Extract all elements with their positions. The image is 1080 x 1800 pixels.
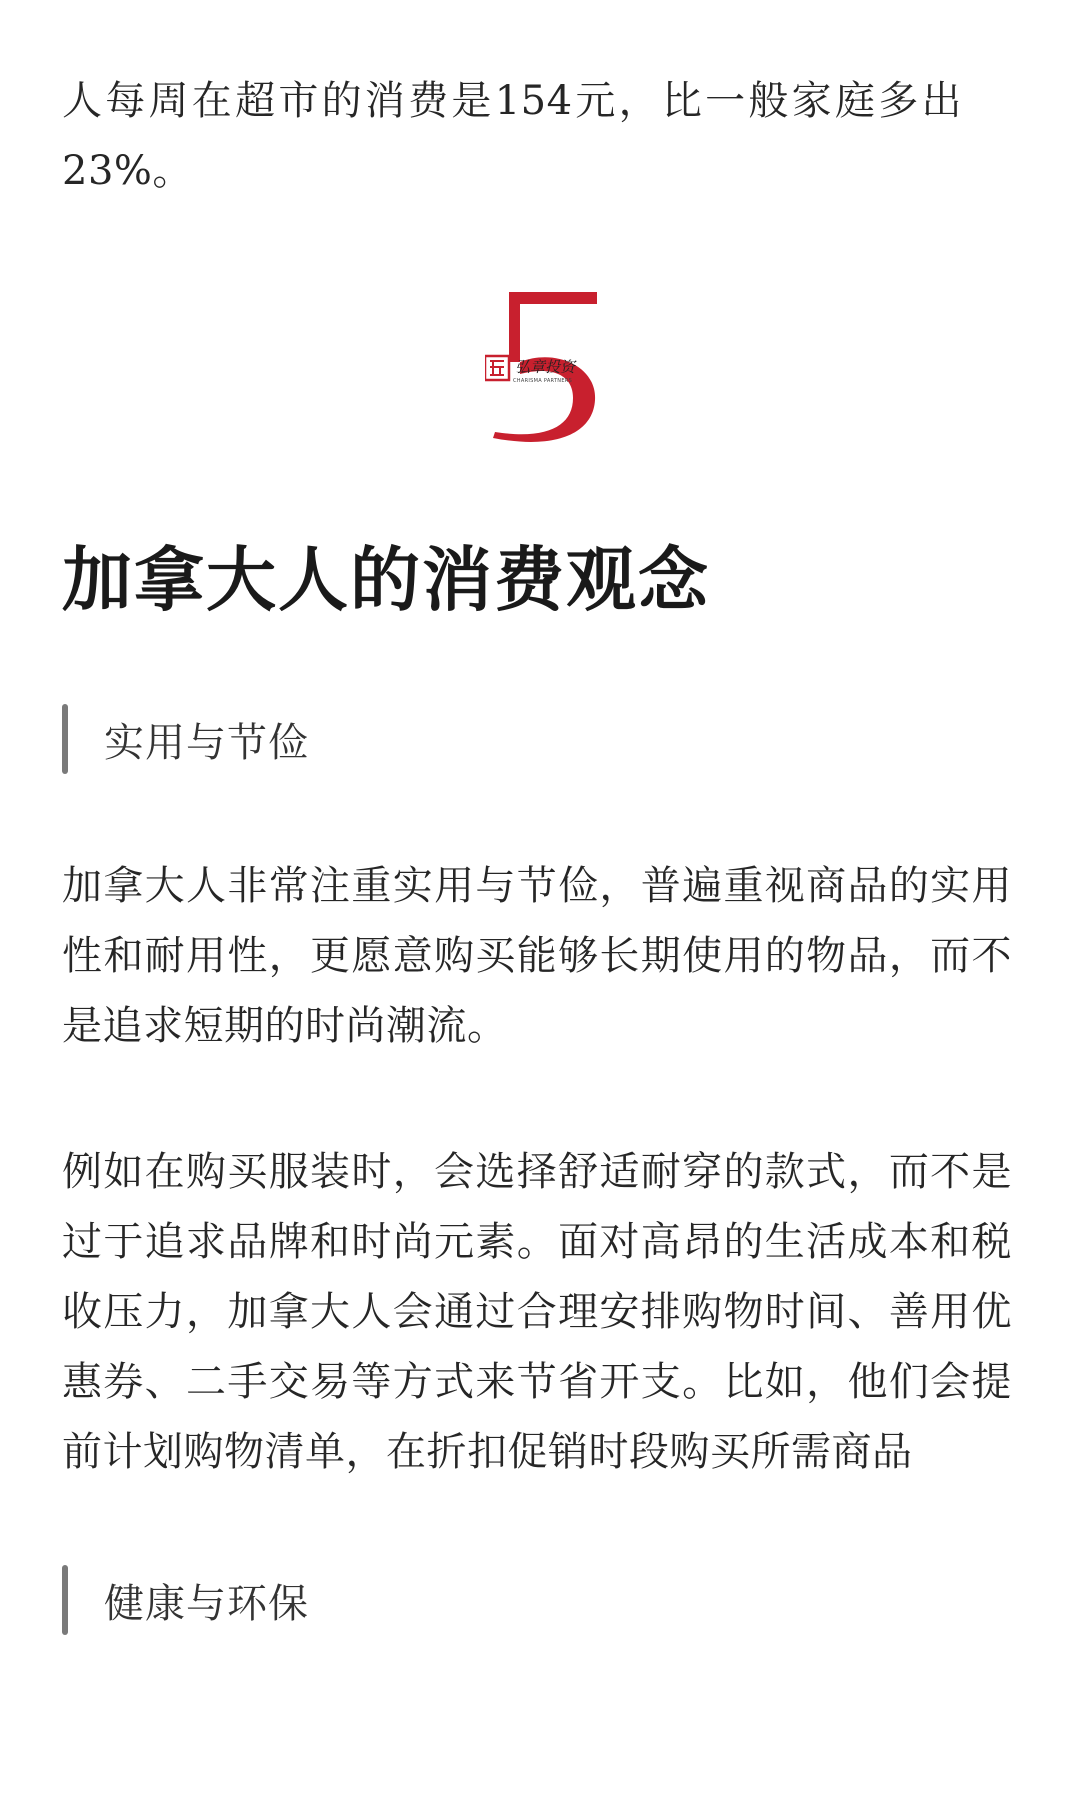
intro-paragraph: 人每周在超市的消费是154元，比一般家庭多出23%。 — [62, 78, 962, 194]
subheading-practical-frugal — [62, 704, 309, 774]
logo-five-stem — [509, 292, 520, 362]
subheading-health-environment — [62, 1565, 309, 1635]
charisma-partners-5-logo — [485, 288, 600, 450]
logo-graphic — [485, 288, 600, 450]
logo-brand-en: CHARISMA PARTNERS — [513, 378, 573, 384]
subheading-bar — [62, 1565, 68, 1635]
subheading-label: 实用与节俭 — [104, 719, 309, 766]
section-title: 加拿大人的消费观念 — [62, 538, 710, 621]
body-paragraph: 例如在购买服装时，会选择舒适耐穿的款式，而不是过于追求品牌和时尚元素。面对高昂的生活成本和税收压力，加拿大人会通过合理安排购物时间、善用优惠券、二手交易等方式来节省开支。比如，他们会提前计划购物清单，在折扣促销时段购买所需商品 — [62, 1149, 1012, 1475]
subheading-bar — [62, 704, 68, 774]
body-paragraph: 加拿大人非常注重实用与节俭，普遍重视商品的实用性和耐用性，更愿意购买能够长期使用的物品，而不是追求短期的时尚潮流。 — [62, 863, 1012, 1049]
subheading-label: 健康与环保 — [104, 1580, 309, 1627]
logo-brand-cn: 弘章投资 — [515, 358, 576, 376]
logo-five-top-bar — [509, 292, 597, 304]
